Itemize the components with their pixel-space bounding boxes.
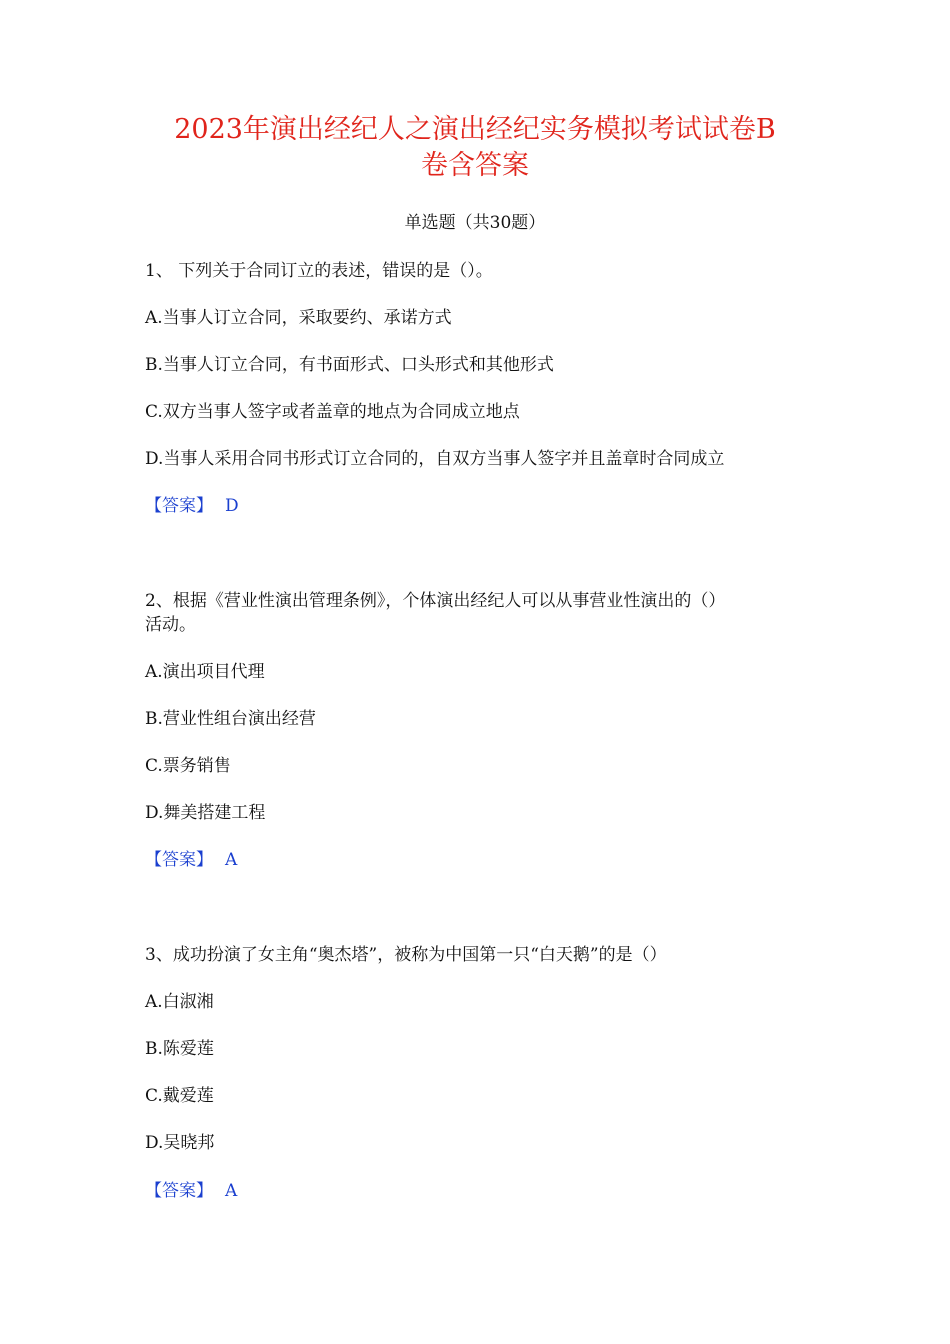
section-heading: 单选题（共30题） (404, 213, 546, 233)
document-title-line-2: 卷含答案 (421, 150, 529, 181)
question-1-option-c: C.双方当事人签字或者盖章的地点为合同成立地点 (145, 402, 520, 422)
answer-value: D (225, 496, 239, 516)
answer-label: 【答案】 (145, 1181, 213, 1201)
question-1-answer (145, 494, 239, 518)
question-3-option-d: D.吴晓邦 (145, 1133, 215, 1153)
question-3-option-c: C.戴爱莲 (145, 1086, 214, 1106)
question-2-option-c: C.票务销售 (145, 756, 231, 776)
answer-value: A (225, 1181, 238, 1201)
question-3-option-b: B.陈爱莲 (145, 1039, 214, 1059)
question-3-option-a: A.白淑湘 (145, 992, 214, 1012)
question-3-stem: 3、成功扮演了女主角“奥杰塔”，被称为中国第一只“白天鹅”的是（） (145, 945, 667, 965)
question-1-option-d: D.当事人采用合同书形式订立合同的，自双方当事人签字并且盖章时合同成立 (145, 449, 725, 469)
question-2-stem: 2、根据《营业性演出管理条例》，个体演出经纪人可以从事营业性演出的（） (145, 591, 726, 611)
question-2-option-d: D.舞美搭建工程 (145, 803, 266, 823)
question-2-answer (145, 848, 237, 872)
answer-label: 【答案】 (145, 496, 213, 516)
answer-value: A (225, 850, 238, 870)
question-1-option-b: B.当事人订立合同，有书面形式、口头形式和其他形式 (145, 355, 554, 375)
question-3-answer (145, 1179, 237, 1203)
question-2-option-b: B.营业性组台演出经营 (145, 709, 316, 729)
answer-label: 【答案】 (145, 850, 213, 870)
question-2-option-a: A.演出项目代理 (145, 662, 265, 682)
question-2-stem-continued: 活动。 (145, 615, 196, 635)
document-title-line-1: 2023年演出经纪人之演出经纪实务模拟考试试卷B (174, 114, 776, 145)
question-1-stem: 1、 下列关于合同订立的表述，错误的是（）。 (145, 261, 493, 281)
question-1-option-a: A.当事人订立合同，采取要约、承诺方式 (145, 308, 452, 328)
